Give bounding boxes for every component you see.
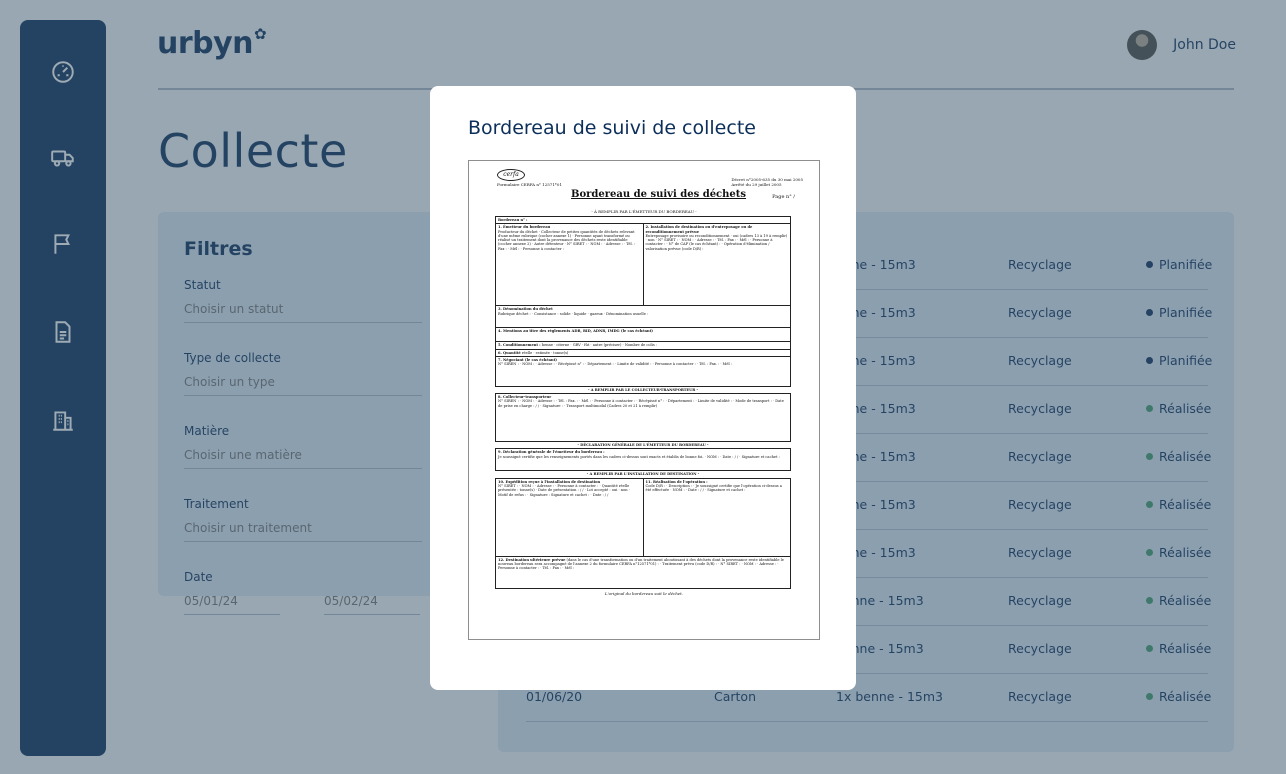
band-declaration: - DÉCLARATION GÉNÉRALE DE L'ÉMETTEUR DU BORDEREAU - (496, 442, 791, 449)
section-12-title: 12. Destination ultérieure prévue (498, 557, 566, 562)
section-5-text: benne · citerne · GRV · fût · autre (préciser) · Nombre de colis : (541, 343, 658, 348)
section-12-text: (dans le cas d'une transformation ou d'un traitement aboutissant à des déchets dont la provenance reste identifiable le nouveau bordereau sera accompagné de l'annexe 2 du formulaire CERFA n°12571*01) : · Traitement prévu (code D/R) : · N° SIRET : · NOM : · Adresse : · Personne à contacter : · Tél. : Fax : · Mél : (498, 557, 784, 571)
section-10-text: N° SIRET : · NOM : · Adresse : · Personne à contacter : · Quantité réelle présentée : tonne(s) · Date de présentation : / / · Lot accepté : oui · non · Motif de refus : · Signature : Signature et cachet : · Date : / / (498, 484, 630, 497)
decree-ref: Décret n°2005-635 du 30 mai 2005 Arrêté du 29 juillet 2005 (731, 177, 803, 187)
cerfa-logo: cerfa (497, 169, 525, 181)
section-3-text: Rubrique déchet : · Consistance : solide · liquide · gazeux · Dénomination usuelle : (498, 311, 649, 316)
section-8-title: 8. Collecteur-transporteur (498, 395, 552, 400)
section-7-text: N° SIREN : · NOM : · Adresse : · Récépissé n° : · Département : · Limite de validité : · Personne à contacter : · Tél. : Fax. : · Mél : (498, 362, 732, 367)
page-number: Page n° / (772, 194, 795, 200)
section-10-title: 10. Expédition reçue à l'installation de destination (498, 479, 601, 484)
band-transport: - A REMPLIR PAR LE COLLECTEUR-TRANSPORTEUR - (496, 386, 791, 393)
band-destination: - A REMPLIR PAR L'INSTALLATION DE DESTINATION - (496, 471, 791, 478)
section-2-title: 2. Installation de destination ou d'entreposage ou de reconditionnement prévue (645, 225, 753, 234)
section-11-text: Code D/R : · Description : · Je soussigné certifie que l'opération ci-dessus a été effectuée · NOM : · Date : / / · Signature et cachet : (645, 484, 782, 493)
section-3-title: 3. Dénomination du déchet (498, 307, 553, 312)
section-1-text: Producteur du déchet · Collecteur de petites quantités de déchets relevant d'une même rubrique (cocher annexe 1) · Personne ayant transformé ou réalisé un traitement dont la provenance des déchets reste identifiable (cocher annexe 2) · Autre détenteur · N° SIRET : · NOM : · Adresse : · Tél. : Fax : · Mél : · Personne à contacter : (498, 229, 636, 251)
form-table (495, 216, 791, 589)
document-modal (430, 86, 856, 690)
form-number: Formulaire CERFA n° 12571*01 (497, 182, 562, 187)
section-4-title: 4. Mentions au titre des règlements ADR, RID, ADNR, IMDG (le cas échéant) (498, 329, 653, 334)
section-6-text: réelle · estimée · tonne(s) (521, 350, 569, 355)
section-1-title: 1. Émetteur du bordereau (498, 225, 551, 230)
section-2-text: Entreposage provisoire ou reconditionnement · oui (cadres 13 à 19 à remplir) · non · N° SIRET : · NOM : · Adresse : · Tél. : Fax : · Mél : · Personne à contacter : · N° de CAP (le cas échéant) : · Opération d'élimination / valorisation prévue (code D/R) : (645, 233, 788, 251)
section-7-title: 7. Négociant (le cas échéant) (498, 357, 557, 362)
band-emitter: - À REMPLIR PAR L'ÉMETTEUR DU BORDEREAU - (591, 209, 697, 214)
section-9-title: 9. Déclaration générale de l'émetteur du bordereau : (498, 450, 605, 455)
bordereau-document (468, 160, 820, 640)
section-9-text: Je soussigné certifie que les renseignements portés dans les cadres ci-dessus sont exacts et établis de bonne foi. · NOM : · Date : / / · Signature et cachet : (498, 454, 780, 459)
section-6-title: 6. Quantité (498, 350, 521, 355)
section-5-title: 5. Conditionnement : (498, 343, 541, 348)
modal-title: Bordereau de suivi de collecte (468, 117, 756, 139)
document-footer: L'original du bordereau suit le déchet. (604, 590, 684, 596)
bordereau-number: Bordereau n° : (496, 217, 791, 224)
section-11-title: 11. Réalisation de l'opération : (645, 479, 708, 484)
document-title: Bordereau de suivi des déchets (571, 189, 747, 200)
section-8-text: N° SIREN : · NOM : · Adresse : · Tél. : Fax. : · Mél : · Personne à contacter : · Récépissé n° : · Département : · Limite de validité : · Mode de transport : · Date de prise en charge : / / · Signature : · Transport multimodal (Cadres 20 et 21 à remplir) (498, 399, 784, 408)
